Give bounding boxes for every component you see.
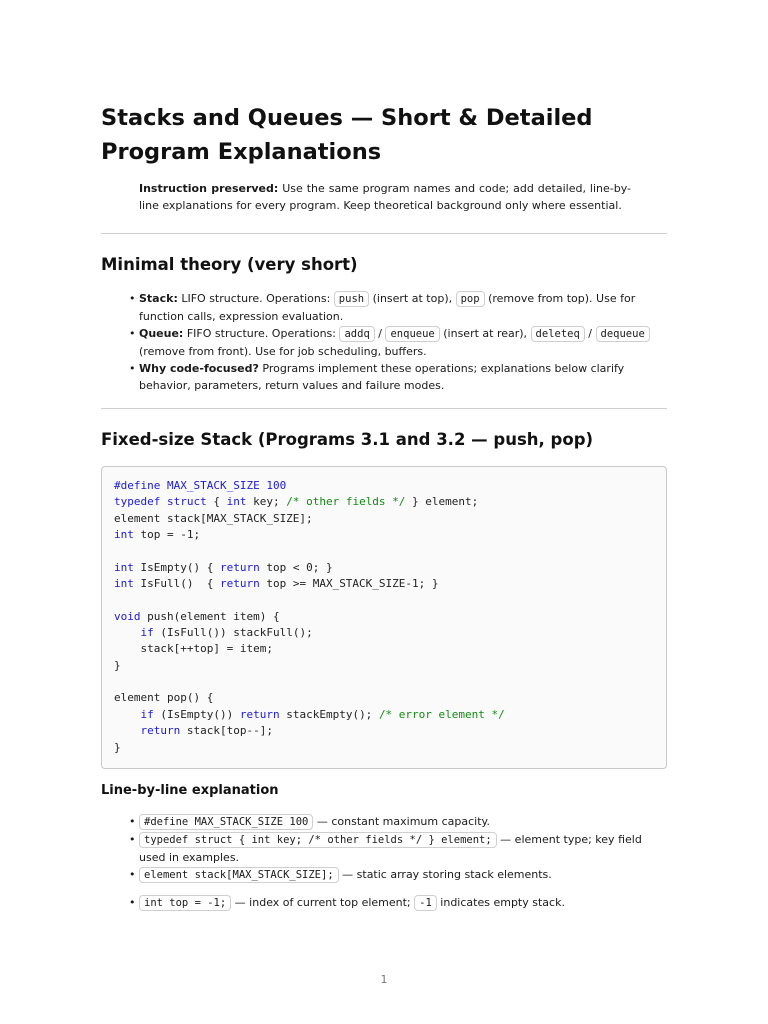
code-token: } element;: [405, 495, 479, 509]
code-keyword: int: [114, 528, 134, 542]
why-label: Why code-focused?: [139, 362, 259, 375]
inline-code: deleteq: [531, 326, 585, 342]
queue-label: Queue:: [139, 327, 184, 340]
code-token: [114, 708, 141, 721]
queue-text: (insert at rear),: [439, 327, 531, 340]
code-token: (IsEmpty()): [153, 707, 240, 721]
list-item-stack: [129, 290, 667, 325]
theory-list: [129, 290, 667, 394]
explanation-heading: Line-by-line explanation: [101, 783, 279, 798]
queue-text: (remove from front). Use for job scheduling, buffers.: [139, 345, 427, 358]
explanation-item: [129, 831, 667, 866]
code-token: [114, 724, 141, 737]
theory-heading: Minimal theory (very short): [101, 255, 358, 274]
code-token: [114, 626, 141, 639]
why-text: Programs implement these operations; explanations below clarify behavior, parameters, return values and failure modes.: [139, 362, 625, 392]
stack-text: (insert at top),: [369, 292, 456, 305]
separator: /: [374, 327, 386, 340]
inline-code: dequeue: [596, 326, 650, 342]
list-item-queue: [129, 325, 667, 360]
inline-code: int top = -1;: [139, 895, 231, 911]
code-token: element pop() {: [114, 691, 214, 705]
explanation-text: — element type; key field used in examples.: [139, 833, 642, 864]
stack-text: LIFO structure. Operations:: [177, 292, 334, 305]
list-item-why: [129, 360, 667, 394]
code-token: IsFull() {: [133, 577, 220, 591]
code-token: element stack[MAX_STACK_SIZE];: [114, 511, 313, 525]
code-token: stackEmpty();: [279, 707, 379, 721]
inline-code: addq: [339, 326, 374, 342]
code-keyword: return: [239, 707, 280, 721]
instruction-note: [139, 180, 631, 214]
inline-code: #define MAX_STACK_SIZE 100: [139, 814, 313, 830]
explanation-text: indicates empty stack.: [436, 896, 565, 909]
queue-text: FIFO structure. Operations:: [183, 327, 340, 340]
code-keyword: int: [114, 560, 134, 574]
code-keyword: return: [140, 724, 181, 738]
code-token: }: [114, 740, 121, 754]
explanation-item: [129, 813, 667, 831]
inline-code: push: [334, 291, 369, 307]
explanation-text: — static array storing stack elements.: [338, 868, 552, 881]
section-divider: [101, 233, 667, 234]
code-token: top < 0; }: [259, 560, 333, 574]
inline-code: -1: [414, 895, 437, 911]
code-token: top = -1;: [133, 528, 201, 542]
explanation-list: [129, 813, 667, 912]
code-keyword: if: [140, 626, 154, 640]
code-keyword: void: [114, 609, 141, 623]
inline-code: typedef struct { int key; /* other fields */ } element;: [139, 832, 497, 848]
code-keyword: #define MAX_STACK_SIZE 100: [114, 479, 287, 492]
code-token: push(element item) {: [140, 609, 280, 623]
code-keyword: typedef struct: [114, 495, 207, 509]
inline-code: enqueue: [385, 326, 439, 342]
fixed-stack-heading: Fixed-size Stack (Programs 3.1 and 3.2 — push, pop): [101, 430, 594, 449]
separator: /: [584, 327, 596, 340]
code-token: {: [206, 495, 227, 509]
stack-text: (remove from top). Use for function calls, expression evaluation.: [139, 292, 636, 323]
explanation-text: — index of current top element;: [231, 896, 415, 909]
explanation-item: [129, 894, 667, 912]
instruction-text: Use the same program names and code; add detailed, line-by-line explanations for every program. Keep theoretical background only where essential.: [139, 182, 631, 212]
code-token: (IsFull()) stackFull();: [153, 626, 313, 640]
code-keyword: int: [114, 577, 134, 591]
inline-code: element stack[MAX_STACK_SIZE];: [139, 867, 339, 883]
inline-code: pop: [456, 291, 485, 307]
code-keyword: return: [219, 577, 260, 591]
code-token: IsEmpty() {: [133, 560, 220, 574]
code-comment: /* other fields */: [286, 495, 406, 509]
code-keyword: int: [226, 495, 247, 509]
explanation-item: [129, 866, 667, 884]
page-title: Stacks and Queues — Short & Detailed Program Explanations: [101, 105, 593, 165]
explanation-text: — constant maximum capacity.: [313, 815, 490, 828]
code-keyword: return: [219, 560, 260, 574]
page-number: 1: [380, 973, 388, 986]
code-keyword: if: [140, 707, 154, 721]
instruction-label: Instruction preserved:: [139, 182, 279, 195]
section-divider: [101, 408, 667, 409]
code-block: [101, 466, 667, 769]
code-token: stack[++top] = item;: [114, 642, 273, 656]
code-listing: [114, 478, 505, 756]
code-token: }: [114, 658, 121, 672]
code-token: key;: [246, 495, 287, 509]
code-token: stack[top--];: [180, 724, 273, 738]
code-token: top >= MAX_STACK_SIZE-1; }: [259, 577, 439, 591]
code-comment: /* error element */: [378, 707, 505, 721]
stack-label: Stack:: [139, 292, 178, 305]
